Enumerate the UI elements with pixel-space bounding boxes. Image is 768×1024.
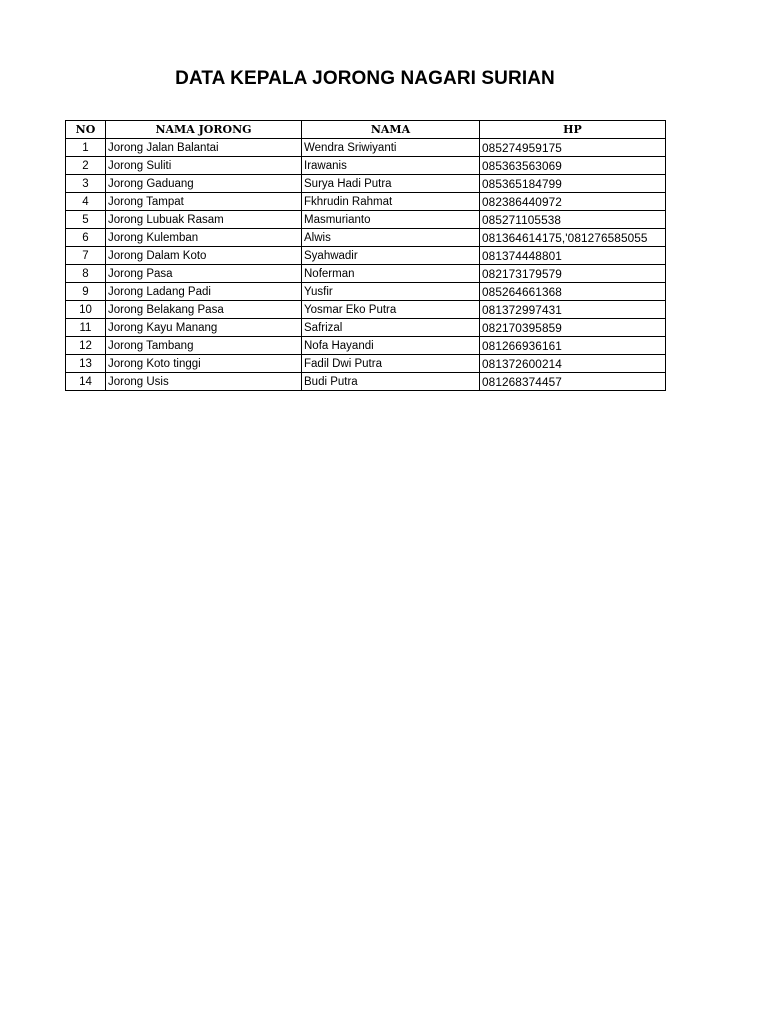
cell-hp: 082386440972	[480, 193, 666, 211]
cell-no: 14	[66, 373, 106, 391]
cell-nama-jorong: Jorong Gaduang	[106, 175, 302, 193]
cell-nama-jorong: Jorong Koto tinggi	[106, 355, 302, 373]
table-row	[66, 319, 666, 337]
table-row	[66, 265, 666, 283]
table-row	[66, 373, 666, 391]
cell-hp: 081364614175,'081276585055	[480, 229, 666, 247]
cell-hp: 081372997431	[480, 301, 666, 319]
cell-nama: Nofa Hayandi	[302, 337, 480, 355]
table-row	[66, 337, 666, 355]
cell-nama-jorong: Jorong Jalan Balantai	[106, 139, 302, 157]
table-row	[66, 247, 666, 265]
cell-nama-jorong: Jorong Ladang Padi	[106, 283, 302, 301]
cell-no: 8	[66, 265, 106, 283]
cell-hp: 081374448801	[480, 247, 666, 265]
table-body	[66, 139, 666, 391]
cell-hp: 085274959175	[480, 139, 666, 157]
table-row	[66, 157, 666, 175]
cell-hp: 082170395859	[480, 319, 666, 337]
cell-no: 1	[66, 139, 106, 157]
table-row	[66, 301, 666, 319]
cell-no: 9	[66, 283, 106, 301]
header-no: NO	[66, 121, 106, 139]
table-row	[66, 229, 666, 247]
cell-hp: 082173179579	[480, 265, 666, 283]
cell-nama-jorong: Jorong Suliti	[106, 157, 302, 175]
cell-no: 10	[66, 301, 106, 319]
cell-no: 6	[66, 229, 106, 247]
cell-no: 11	[66, 319, 106, 337]
cell-hp: 085271105538	[480, 211, 666, 229]
jorong-head-table	[65, 120, 666, 391]
page-title: DATA KEPALA JORONG NAGARI SURIAN	[175, 68, 555, 89]
cell-nama: Masmurianto	[302, 211, 480, 229]
cell-nama-jorong: Jorong Dalam Koto	[106, 247, 302, 265]
cell-hp: 081266936161	[480, 337, 666, 355]
table-row	[66, 139, 666, 157]
cell-no: 2	[66, 157, 106, 175]
cell-no: 7	[66, 247, 106, 265]
cell-nama: Fadil Dwi Putra	[302, 355, 480, 373]
header-nama-jorong: NAMA JORONG	[106, 121, 302, 139]
cell-hp: 081268374457	[480, 373, 666, 391]
cell-nama-jorong: Jorong Kayu Manang	[106, 319, 302, 337]
cell-nama: Yusfir	[302, 283, 480, 301]
cell-hp: 085363563069	[480, 157, 666, 175]
header-nama: NAMA	[302, 121, 480, 139]
cell-hp: 081372600214	[480, 355, 666, 373]
table-row	[66, 175, 666, 193]
cell-nama: Irawanis	[302, 157, 480, 175]
cell-nama: Wendra Sriwiyanti	[302, 139, 480, 157]
header-hp: HP	[480, 121, 666, 139]
header-row	[66, 121, 666, 139]
table-row	[66, 211, 666, 229]
cell-nama-jorong: Jorong Tambang	[106, 337, 302, 355]
table-row	[66, 193, 666, 211]
cell-nama: Syahwadir	[302, 247, 480, 265]
cell-nama-jorong: Jorong Lubuak Rasam	[106, 211, 302, 229]
cell-no: 3	[66, 175, 106, 193]
cell-nama-jorong: Jorong Belakang Pasa	[106, 301, 302, 319]
cell-nama: Surya Hadi Putra	[302, 175, 480, 193]
table-row	[66, 355, 666, 373]
cell-hp: 085264661368	[480, 283, 666, 301]
cell-no: 4	[66, 193, 106, 211]
cell-nama: Safrizal	[302, 319, 480, 337]
cell-nama-jorong: Jorong Usis	[106, 373, 302, 391]
table-row	[66, 283, 666, 301]
cell-nama: Noferman	[302, 265, 480, 283]
cell-nama-jorong: Jorong Pasa	[106, 265, 302, 283]
cell-hp: 085365184799	[480, 175, 666, 193]
cell-nama: Yosmar Eko Putra	[302, 301, 480, 319]
cell-nama-jorong: Jorong Kulemban	[106, 229, 302, 247]
cell-nama: Budi Putra	[302, 373, 480, 391]
cell-no: 13	[66, 355, 106, 373]
table-header	[66, 121, 666, 139]
cell-no: 12	[66, 337, 106, 355]
cell-nama: Alwis	[302, 229, 480, 247]
cell-nama: Fkhrudin Rahmat	[302, 193, 480, 211]
cell-nama-jorong: Jorong Tampat	[106, 193, 302, 211]
cell-no: 5	[66, 211, 106, 229]
